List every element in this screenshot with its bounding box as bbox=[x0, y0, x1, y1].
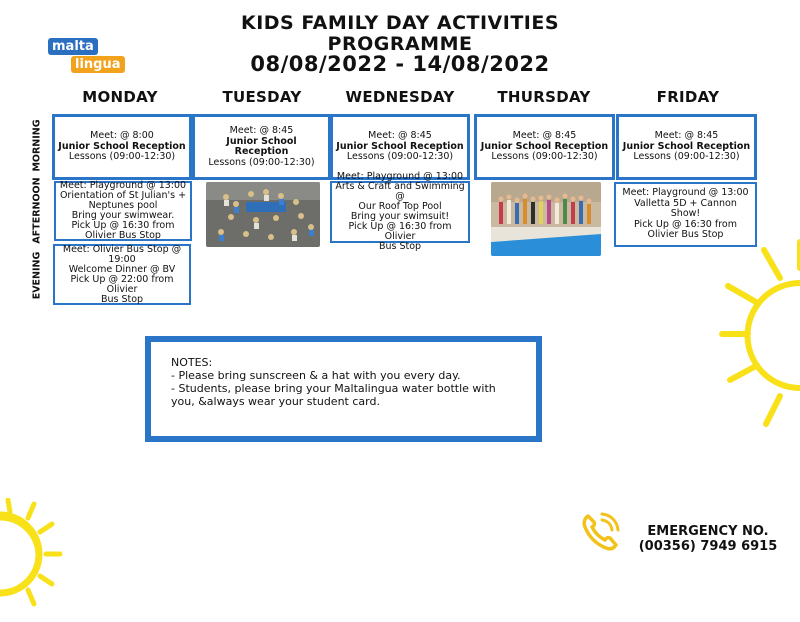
activity-line: Neptunes pool bbox=[88, 200, 158, 211]
school-reception: Junior School Reception bbox=[336, 140, 464, 152]
school-reception: Junior School Reception bbox=[58, 140, 186, 152]
morning-friday-box bbox=[616, 114, 757, 180]
afternoon-monday-box bbox=[54, 181, 192, 241]
activity-line: Pick Up @ 16:30 from Olivier bbox=[348, 221, 452, 242]
meet-time: Meet: @ 8:45 bbox=[229, 125, 294, 136]
meet-time: Meet: @ 8:00 bbox=[90, 130, 154, 142]
school-reception: Junior School Reception bbox=[480, 140, 609, 152]
title-line-1: KIDS FAMILY DAY ACTIVITIES bbox=[240, 12, 560, 34]
notes-line: - Please bring sunscreen & a hat with you every day. bbox=[171, 369, 461, 382]
thursday-pool-photo bbox=[491, 182, 601, 256]
evening-monday-box bbox=[53, 244, 191, 305]
title-line-2: PROGRAMME bbox=[327, 33, 473, 55]
tuesday-group-photo bbox=[206, 182, 320, 247]
afternoon-wednesday-box bbox=[330, 171, 470, 252]
phone-icon bbox=[580, 512, 620, 556]
school-reception: Junior School Reception bbox=[622, 140, 751, 152]
emergency-number: (00356) 7949 6915 bbox=[638, 539, 778, 554]
emergency-contact bbox=[628, 524, 788, 554]
activity-line: Welcome Dinner @ BV bbox=[68, 263, 176, 275]
activity-line: Meet: Playground @ 13:00 bbox=[59, 180, 187, 191]
activity-line: Show! bbox=[670, 208, 701, 220]
activity-line: Olivier Bus Stop bbox=[85, 230, 161, 241]
lessons-time: Lessons (09:00-12:30) bbox=[68, 151, 176, 163]
sun-icon bbox=[718, 238, 800, 442]
morning-thursday-box bbox=[474, 114, 615, 180]
meet-time: Meet: @ 8:45 bbox=[512, 130, 577, 142]
logo-bottom-text: lingua bbox=[71, 56, 125, 73]
lessons-time: Lessons (09:00-12:30) bbox=[346, 151, 454, 163]
lessons-time: Lessons (09:00-12:30) bbox=[208, 156, 315, 168]
day-header-monday: MONDAY bbox=[82, 88, 158, 106]
activity-line: Orientation of St Julian's + bbox=[59, 190, 187, 201]
meet-time: Meet: @ 8:45 bbox=[654, 130, 719, 142]
school-reception: Junior School Reception bbox=[226, 135, 297, 157]
activity-line: Pick Up @ 16:30 from bbox=[634, 218, 737, 230]
notes-line: - Students, please bring your Maltalingua water bottle with bbox=[171, 382, 496, 395]
morning-tuesday-box bbox=[192, 114, 331, 180]
notes-line: you, &always wear your student card. bbox=[171, 395, 380, 408]
activity-line: Meet: Playground @ 13:00 bbox=[622, 187, 749, 199]
activity-line: Pick Up @ 22:00 from Olivier bbox=[70, 273, 174, 295]
lessons-time: Lessons (09:00-12:30) bbox=[633, 151, 740, 163]
row-label-afternoon: AFTERNOON bbox=[31, 177, 43, 244]
activity-line: Bring your swimsuit! bbox=[350, 211, 450, 222]
activity-line: Meet: Olivier Bus Stop @ 19:00 bbox=[62, 243, 182, 265]
activity-line: Bring your swimwear. bbox=[71, 210, 175, 221]
activity-line: Our Roof Top Pool bbox=[358, 201, 442, 212]
day-header-thursday: THURSDAY bbox=[497, 88, 591, 106]
activity-line: Olivier Bus Stop bbox=[647, 229, 724, 241]
row-label-morning: MORNING bbox=[31, 119, 43, 172]
activity-line: Pick Up @ 16:30 from bbox=[71, 220, 175, 231]
day-header-wednesday: WEDNESDAY bbox=[345, 88, 455, 106]
activity-line: Bus Stop bbox=[378, 241, 422, 252]
row-label-evening: EVENING bbox=[31, 251, 43, 300]
activity-line: Valletta 5D + Cannon bbox=[634, 197, 737, 209]
sun-icon bbox=[0, 498, 90, 622]
activity-line: Arts & Craft and Swimming @ bbox=[335, 181, 465, 202]
notes-box bbox=[145, 336, 542, 442]
day-header-friday: FRIDAY bbox=[656, 88, 720, 106]
emergency-label: EMERGENCY NO. bbox=[647, 524, 769, 539]
notes-heading: NOTES: bbox=[171, 356, 213, 369]
date-range: 08/08/2022 - 14/08/2022 bbox=[250, 52, 550, 76]
logo-top-text: malta bbox=[48, 38, 98, 55]
maltalingua-logo bbox=[48, 38, 130, 78]
activity-line: Meet: Playground @ 13:00 bbox=[336, 171, 464, 182]
day-header-tuesday: TUESDAY bbox=[222, 88, 302, 106]
lessons-time: Lessons (09:00-12:30) bbox=[491, 151, 598, 163]
meet-time: Meet: @ 8:45 bbox=[368, 130, 432, 142]
activity-line: Bus Stop bbox=[100, 293, 144, 305]
morning-monday-box bbox=[52, 114, 192, 180]
